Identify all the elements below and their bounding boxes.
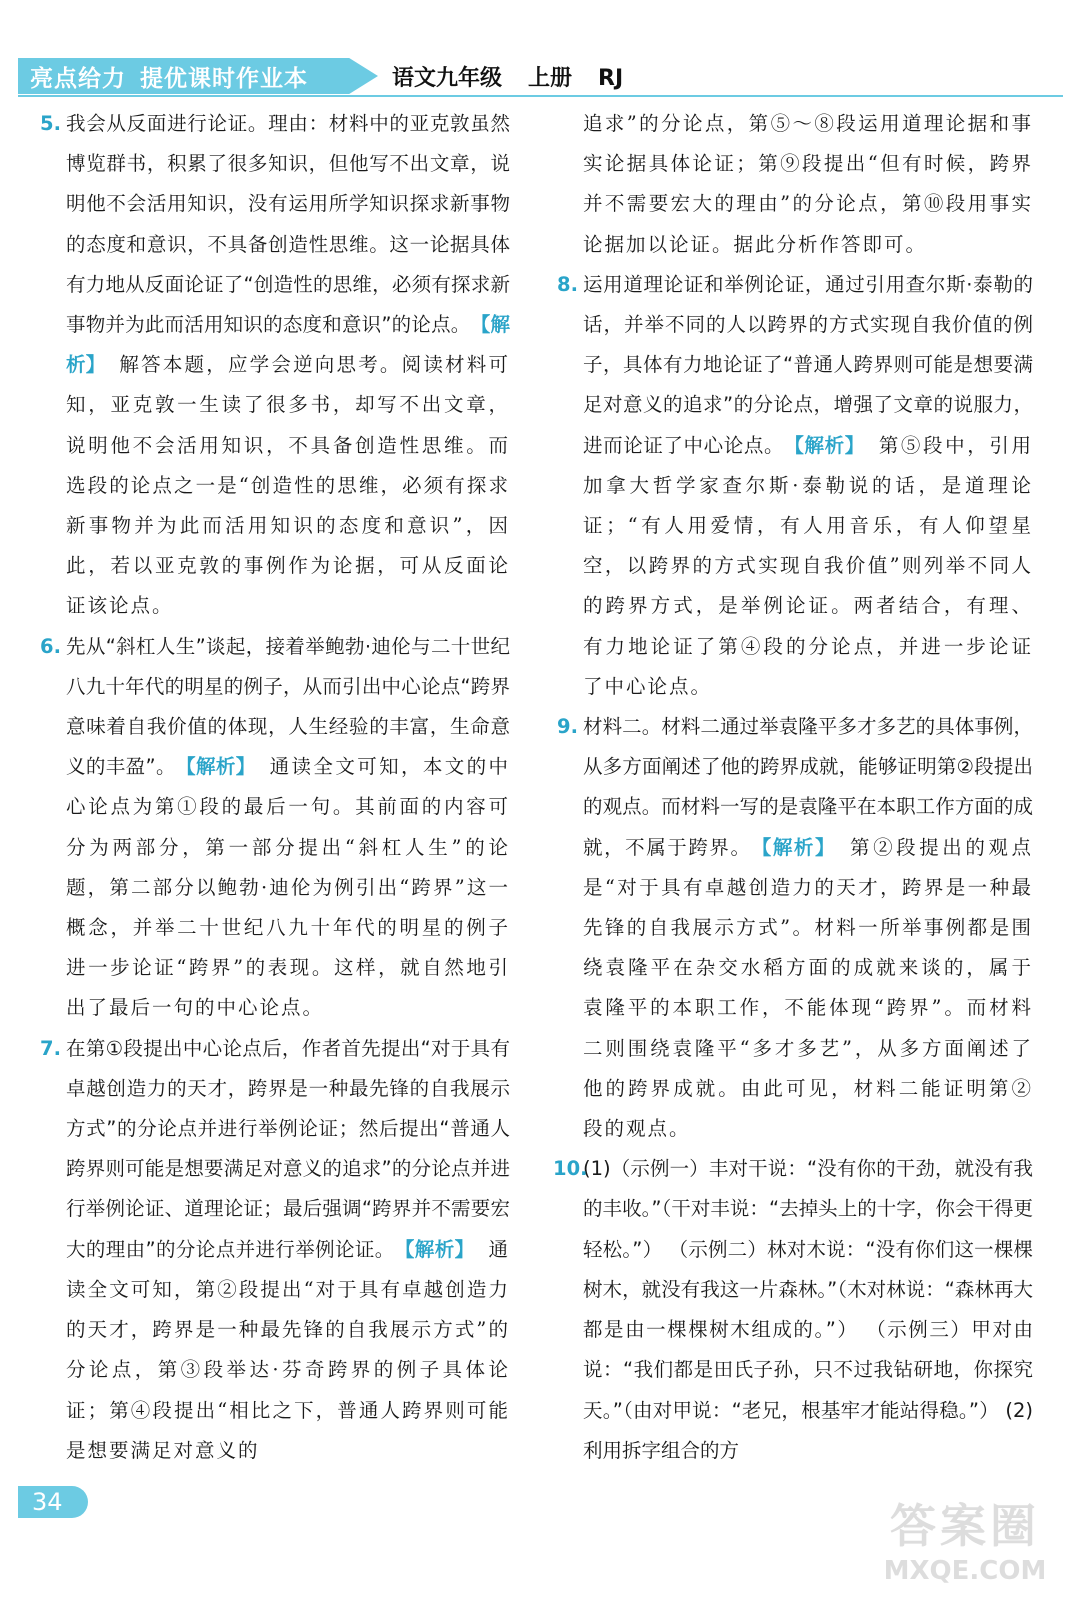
answer-item-6: [40, 627, 510, 1029]
answer-text: 在第①段提出中心论点后，作者首先提出“对于具有卓越创造力的天才，跨界是一种最先锋的自我展示方式”的分论点并进行举例论证；然后提出“普通人跨界则可能是想要满足对意义的追求”的分论点并进行举例论证、道理论证；最后强调“跨界并不需要宏大的理由”的分论点并进行举例论证。: [66, 1036, 510, 1261]
answer-text: 运用道理论证和举例论证，通过引用查尔斯·泰勒的话，并举不同的人以跨界的方式实现自我价值的例子，具体有力地论证了“普通人跨界则可能是想要满足对意义的追求”的分论点，增强了文章的说服力，进而论证了中心论点。: [583, 272, 1033, 457]
item-number: 5.: [40, 112, 61, 135]
item-number: 9.: [557, 715, 578, 739]
subject-info: [392, 61, 649, 92]
answer-item-5: [40, 104, 510, 627]
brand-title: [30, 60, 322, 93]
answer-item-10: [553, 1149, 1033, 1471]
watermark-logo: [860, 1490, 1070, 1590]
left-column: [40, 104, 510, 1471]
analysis-tag: 【解析】: [66, 313, 510, 377]
page-number: 34: [18, 1486, 88, 1518]
answer-item-7-continued: [557, 104, 1033, 265]
page-header: [0, 0, 1083, 96]
watermark-text: 答案圈: [890, 1499, 1040, 1553]
answer-text: 材料二。材料二通过举袁隆平多才多艺的具体事例，从多方面阐述了他的跨界成就，能够证明第②段提出的观点。而材料一写的是袁隆平在本职工作方面的成就，不属于跨界。: [583, 715, 1033, 859]
header-divider: [18, 95, 1063, 97]
right-column: [553, 104, 1033, 1471]
brand-series: 提优课时作业本: [140, 66, 308, 92]
brand-name: 亮点给力: [30, 66, 126, 92]
analysis-tag: 【解析】: [404, 1237, 475, 1261]
explanation-text: 第②段提出的观点是“对于具有卓越创造力的天才，跨界是一种最先锋的自我展示方式”。材料一所举事例都是围绕袁隆平在杂交水稻方面的成就来谈的，属于袁隆平的本职工作，不能体现“跨界”。而材料二则围绕袁隆平“多才多艺”，从多方面阐述了他的跨界成就。由此可见，材料二能证明第②段的观点。: [583, 835, 1033, 1141]
explanation-text: 第⑤段中，引用加拿大哲学家查尔斯·泰勒说的话，是道理论证；“有人用爱情，有人用音乐，有人仰望星空，以跨界的方式实现自我价值”则列举不同人的跨界方式，是举例论证。两者结合，有理、有力地论证了第④段的分论点，并进一步论证了中心论点。: [583, 433, 1033, 698]
analysis-tag: 【解析】: [761, 835, 837, 859]
item-number: 7.: [40, 1036, 61, 1060]
analysis-tag: 【解析】: [185, 755, 256, 779]
subject-grade: 语文九年级: [392, 66, 503, 91]
answer-text: (1)（示例一）丰对干说：“没有你的干劲，就没有我的丰收。”（干对丰说：“去掉头上的十字，你会干得更轻松。”） （示例二）林对木说：“没有你们这一棵棵树木，就没有我这一片森林。”（木对林说：“森林再大都是由一棵棵树木组成的。”） （示例三）甲对由说：“我们都是田氏子孙，只不过我钻研地，你探究天。”（由对甲说：“老兄，根基牢才能站得稳。”） (2) 利用拆字组合的方: [583, 1157, 1033, 1462]
subject-edition: RJ: [598, 66, 624, 91]
answer-item-8: [557, 265, 1033, 707]
subject-volume: 上册: [528, 66, 573, 91]
explanation-text: 追求”的分论点，第⑤～⑧段运用道理论据和事实论据具体论证；第⑨段提出“但有时候，跨界并不需要宏大的理由”的分论点，第⑩段用事实论据加以论证。据此分析作答即可。: [583, 112, 1033, 256]
answer-item-9: [557, 707, 1033, 1149]
item-number: 6.: [40, 634, 61, 658]
answer-text: 我会从反面进行论证。理由：材料中的亚克敦虽然博览群书，积累了很多知识，但他写不出文章，说明他不会活用知识，没有运用所学知识探求新事物的态度和意识，不具备创造性思维。这一论据具体有力地从反面论证了“创造性的思维，必须有探求新事物并为此而活用知识的态度和意识”的论点。: [66, 112, 510, 337]
analysis-tag: 【解析】: [794, 433, 865, 457]
explanation-text: 通读全文可知，本文的中心论点为第①段的最后一句。其前面的内容可分为两部分，第一部分提出“斜杠人生”的论题，第二部分以鲍勃·迪伦为例引出“跨界”这一概念，并举二十世纪八九十年代的明星的例子进一步论证“跨界”的表现。这样，就自然地引出了最后一句的中心论点。: [66, 755, 510, 1020]
item-number: 10.: [553, 1157, 588, 1181]
item-number: 8.: [557, 272, 578, 296]
watermark-domain: MXQE.COM: [883, 1556, 1047, 1586]
answer-item-7: [40, 1029, 510, 1471]
explanation-text: 通读全文可知，第②段提出“对于具有卓越创造力的天才，跨界是一种最先锋的自我展示方式”的分论点，第③段举达·芬奇跨界的例子具体论证；第④段提出“相比之下，普通人跨界则可能是想要满足对意义的: [66, 1237, 510, 1462]
explanation-text: 解答本题，应学会逆向思考。阅读材料可知，亚克敦一生读了很多书，却写不出文章，说明他不会活用知识，不具备创造性思维。而选段的论点之一是“创造性的思维，必须有探求新事物并为此而活用知识的态度和意识”，因此，若以亚克敦的事例作为论据，可从反面论证该论点。: [66, 353, 510, 618]
answer-text: 先从“斜杠人生”谈起，接着举鲍勃·迪伦与二十世纪八九十年代的明星的例子，从而引出中心论点“跨界意味着自我价值的体现，人生经验的丰富，生命意义的丰盈”。: [66, 634, 510, 779]
